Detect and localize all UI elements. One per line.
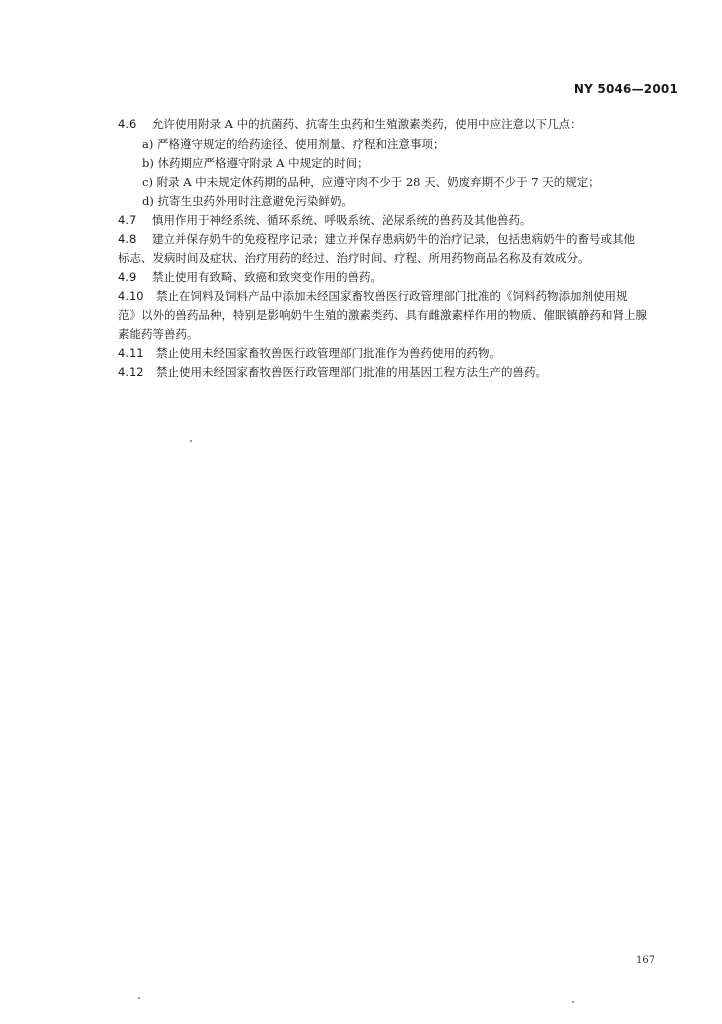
clause-text: 禁止使用未经国家畜牧兽医行政管理部门批准作为兽药使用的药物。 (156, 346, 501, 360)
scan-speck (190, 440, 192, 442)
scan-speck (572, 1001, 574, 1003)
clause-text: 禁止在饲料及饲料产品中添加未经国家畜牧兽医行政管理部门批准的《饲料药物添加剂使用规 (156, 289, 628, 303)
clause-4-10 (118, 288, 678, 304)
clause-number: 4.11 (118, 346, 144, 360)
clause-4-12 (118, 364, 678, 380)
clause-4-6 (118, 116, 678, 132)
scan-speck (138, 997, 140, 999)
clause-text: 禁止使用有致畸、致癌和致突变作用的兽药。 (152, 270, 382, 284)
clause-4-6-item-a: a) 严格遵守规定的给药途径、使用剂量、疗程和注意事项； (142, 137, 445, 151)
clause-4-6-item-c: c) 附录 A 中未规定休药期的品种，应遵守肉不少于 28 天、奶废弃期不少于 7 天的规定； (142, 175, 600, 189)
clause-text: 禁止使用未经国家畜牧兽医行政管理部门批准的用基因工程方法生产的兽药。 (156, 365, 547, 379)
clause-number: 4.8 (118, 232, 137, 246)
clause-4-9 (118, 269, 678, 285)
clause-text: 慎用作用于神经系统、循环系统、呼吸系统、泌尿系统的兽药及其他兽药。 (152, 213, 532, 227)
clause-4-7 (118, 212, 678, 228)
clause-4-6-item-b: b) 休药期应严格遵守附录 A 中规定的时间； (142, 156, 369, 170)
clause-number: 4.6 (118, 117, 137, 131)
standard-code: NY 5046—2001 (573, 82, 678, 96)
clause-4-8-continued: 标志、发病时间及症状、治疗用药的经过、治疗时间、疗程、所用药物商品名称及有效成分。 (118, 251, 590, 265)
page-number: 167 (636, 955, 656, 966)
clause-number: 4.7 (118, 213, 137, 227)
clause-4-11 (118, 345, 678, 361)
clause-number: 4.10 (118, 289, 144, 303)
clause-text: 允许使用附录 A 中的抗菌药、抗寄生虫药和生殖激素类药，使用中应注意以下几点： (152, 117, 582, 131)
clause-number: 4.12 (118, 365, 144, 379)
clause-text: 建立并保存奶牛的免疫程序记录；建立并保存患病奶牛的治疗记录，包括患病奶牛的畜号或其他 (152, 232, 635, 246)
clause-4-10-continued: 范》以外的兽药品种，特别是影响奶牛生殖的激素类药、具有雌激素样作用的物质、催眠镇静药和肾上腺 (118, 308, 647, 322)
clause-4-6-item-d: d) 抗寄生虫药外用时注意避免污染鲜奶。 (142, 194, 354, 208)
clause-number: 4.9 (118, 270, 137, 284)
clause-4-8 (118, 231, 678, 247)
clause-4-10-continued-2: 素能药等兽药。 (118, 327, 199, 341)
